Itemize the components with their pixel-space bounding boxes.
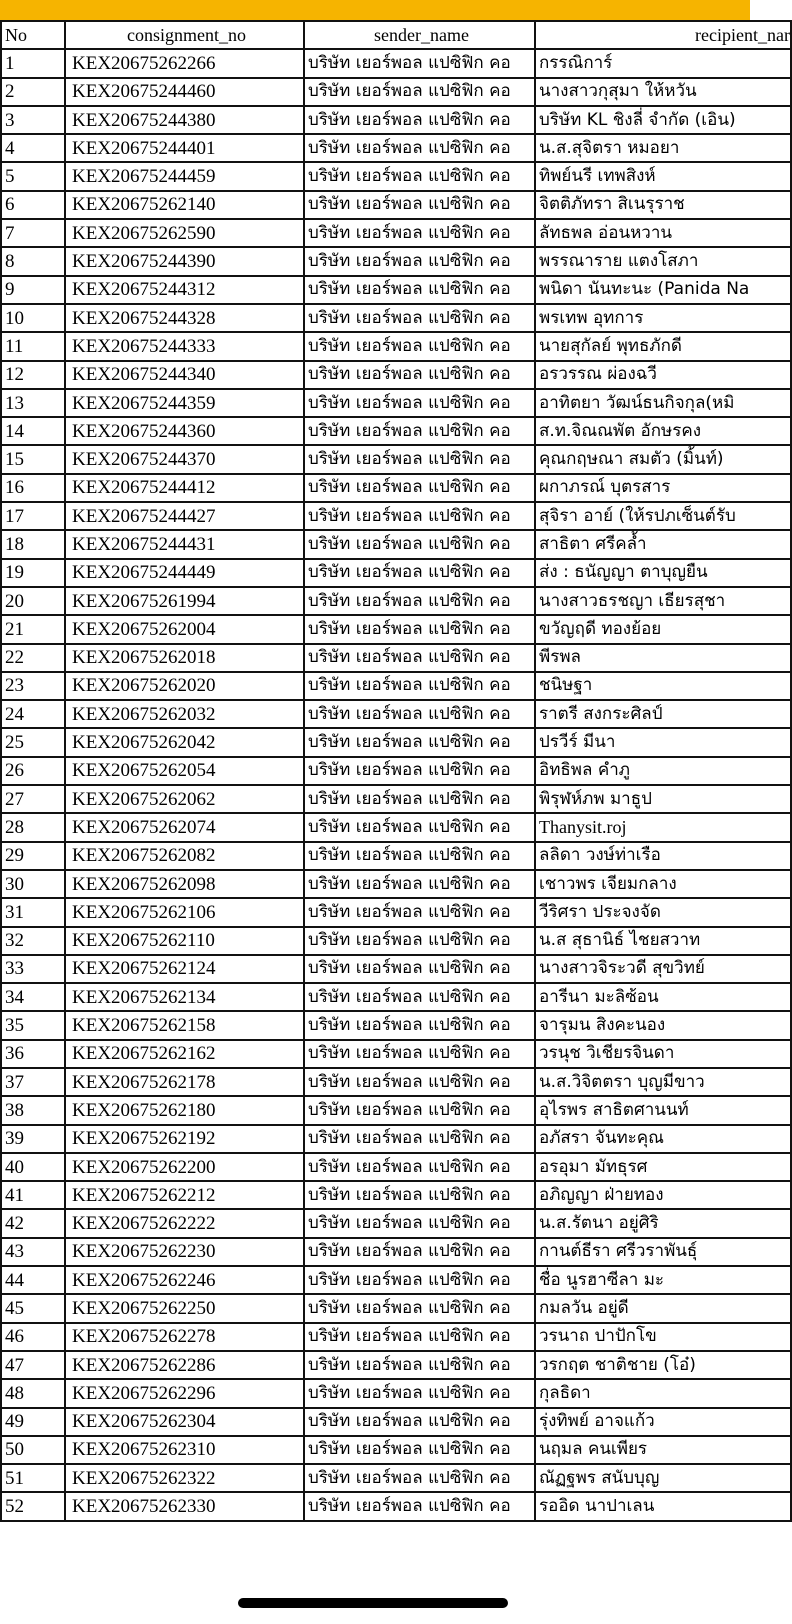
cell-recipient-name[interactable]: จิตติภัทรา สิเนรุราช — [535, 191, 791, 219]
cell-consignment-no[interactable]: KEX20675244312 — [65, 276, 304, 304]
table-row[interactable] — [1, 332, 791, 360]
column-header-no[interactable]: No — [1, 21, 65, 49]
cell-consignment-no[interactable]: KEX20675244427 — [65, 502, 304, 530]
cell-sender-name[interactable]: บริษัท เยอร์พอล แปซิฟิก คอ — [304, 247, 535, 275]
cell-no[interactable]: 39 — [1, 1125, 65, 1153]
cell-no[interactable]: 1 — [1, 49, 65, 77]
cell-no[interactable]: 40 — [1, 1153, 65, 1181]
table-row[interactable] — [1, 1266, 791, 1294]
cell-recipient-name[interactable]: วีริศรา ประจงจัด — [535, 898, 791, 926]
cell-sender-name[interactable]: บริษัท เยอร์พอล แปซิฟิก คอ — [304, 1040, 535, 1068]
cell-consignment-no[interactable]: KEX20675262054 — [65, 757, 304, 785]
cell-consignment-no[interactable]: KEX20675244412 — [65, 474, 304, 502]
table-row[interactable] — [1, 417, 791, 445]
cell-recipient-name[interactable]: สาธิตา ศรีคล้ำ — [535, 530, 791, 558]
cell-recipient-name[interactable]: กมลวัน อยู่ดี — [535, 1294, 791, 1322]
table-row[interactable] — [1, 502, 791, 530]
cell-consignment-no[interactable]: KEX20675262200 — [65, 1153, 304, 1181]
cell-sender-name[interactable]: บริษัท เยอร์พอล แปซิฟิก คอ — [304, 700, 535, 728]
cell-sender-name[interactable]: บริษัท เยอร์พอล แปซิฟิก คอ — [304, 898, 535, 926]
table-row[interactable] — [1, 445, 791, 473]
table-row[interactable] — [1, 1068, 791, 1096]
cell-sender-name[interactable]: บริษัท เยอร์พอล แปซิฟิก คอ — [304, 615, 535, 643]
table-row[interactable] — [1, 304, 791, 332]
cell-recipient-name[interactable]: น.ส สุธานิธ์ ไชยสวาท — [535, 927, 791, 955]
cell-sender-name[interactable]: บริษัท เยอร์พอล แปซิฟิก คอ — [304, 1408, 535, 1436]
cell-recipient-name[interactable]: อรอุมา มัทธุรศ — [535, 1153, 791, 1181]
cell-sender-name[interactable]: บริษัท เยอร์พอล แปซิฟิก คอ — [304, 1096, 535, 1124]
table-row[interactable] — [1, 1408, 791, 1436]
cell-sender-name[interactable]: บริษัท เยอร์พอล แปซิฟิก คอ — [304, 530, 535, 558]
table-row[interactable] — [1, 672, 791, 700]
cell-sender-name[interactable]: บริษัท เยอร์พอล แปซิฟิก คอ — [304, 1068, 535, 1096]
cell-recipient-name[interactable]: น.ส.รัตนา อยู่ศิริ — [535, 1209, 791, 1237]
cell-no[interactable]: 29 — [1, 842, 65, 870]
cell-consignment-no[interactable]: KEX20675262074 — [65, 813, 304, 841]
cell-no[interactable]: 28 — [1, 813, 65, 841]
table-row[interactable] — [1, 1040, 791, 1068]
cell-sender-name[interactable]: บริษัท เยอร์พอล แปซิฟิก คอ — [304, 502, 535, 530]
cell-sender-name[interactable]: บริษัท เยอร์พอล แปซิฟิก คอ — [304, 1323, 535, 1351]
cell-no[interactable]: 17 — [1, 502, 65, 530]
cell-no[interactable]: 13 — [1, 389, 65, 417]
cell-sender-name[interactable]: บริษัท เยอร์พอล แปซิฟิก คอ — [304, 474, 535, 502]
cell-consignment-no[interactable]: KEX20675244380 — [65, 106, 304, 134]
cell-no[interactable]: 4 — [1, 134, 65, 162]
cell-sender-name[interactable]: บริษัท เยอร์พอล แปซิฟิก คอ — [304, 1464, 535, 1492]
table-row[interactable] — [1, 1351, 791, 1379]
cell-recipient-name[interactable]: กุลธิดา — [535, 1379, 791, 1407]
cell-recipient-name[interactable]: กานต์ธีรา ศรีวราพันธุ์ — [535, 1238, 791, 1266]
cell-sender-name[interactable]: บริษัท เยอร์พอล แปซิฟิก คอ — [304, 1125, 535, 1153]
cell-no[interactable]: 49 — [1, 1408, 65, 1436]
table-row[interactable] — [1, 955, 791, 983]
cell-recipient-name[interactable]: ปรวีร์ มีนา — [535, 728, 791, 756]
table-row[interactable] — [1, 1436, 791, 1464]
cell-consignment-no[interactable]: KEX20675244460 — [65, 78, 304, 106]
table-row[interactable] — [1, 1294, 791, 1322]
cell-consignment-no[interactable]: KEX20675262278 — [65, 1323, 304, 1351]
cell-recipient-name[interactable]: นางสาวธรชญา เธียรสุชา — [535, 587, 791, 615]
cell-sender-name[interactable]: บริษัท เยอร์พอล แปซิฟิก คอ — [304, 757, 535, 785]
header-row — [1, 21, 791, 49]
table-row[interactable] — [1, 247, 791, 275]
cell-sender-name[interactable]: บริษัท เยอร์พอล แปซิฟิก คอ — [304, 785, 535, 813]
cell-no[interactable]: 19 — [1, 559, 65, 587]
cell-no[interactable]: 5 — [1, 162, 65, 190]
cell-sender-name[interactable]: บริษัท เยอร์พอล แปซิฟิก คอ — [304, 983, 535, 1011]
cell-no[interactable]: 2 — [1, 78, 65, 106]
table-row[interactable] — [1, 785, 791, 813]
cell-no[interactable]: 30 — [1, 870, 65, 898]
table-row[interactable] — [1, 191, 791, 219]
cell-no[interactable]: 22 — [1, 644, 65, 672]
table-row[interactable] — [1, 78, 791, 106]
table-row[interactable] — [1, 1011, 791, 1039]
table-row[interactable] — [1, 1096, 791, 1124]
cell-no[interactable]: 11 — [1, 332, 65, 360]
cell-recipient-name[interactable]: วรนาถ ปาปักโข — [535, 1323, 791, 1351]
cell-recipient-name[interactable]: กรรณิการ์ — [535, 49, 791, 77]
cell-sender-name[interactable]: บริษัท เยอร์พอล แปซิฟิก คอ — [304, 813, 535, 841]
cell-no[interactable]: 31 — [1, 898, 65, 926]
table-row[interactable] — [1, 1238, 791, 1266]
cell-no[interactable]: 12 — [1, 361, 65, 389]
cell-consignment-no[interactable]: KEX20675262310 — [65, 1436, 304, 1464]
cell-sender-name[interactable]: บริษัท เยอร์พอล แปซิฟิก คอ — [304, 1294, 535, 1322]
cell-recipient-name[interactable]: นฤมล คนเพียร — [535, 1436, 791, 1464]
cell-consignment-no[interactable]: KEX20675262304 — [65, 1408, 304, 1436]
cell-consignment-no[interactable]: KEX20675244401 — [65, 134, 304, 162]
cell-recipient-name[interactable]: จารุมน สิงคะนอง — [535, 1011, 791, 1039]
cell-consignment-no[interactable]: KEX20675262180 — [65, 1096, 304, 1124]
cell-no[interactable]: 42 — [1, 1209, 65, 1237]
cell-recipient-name[interactable]: ขวัญฤดี ทองย้อย — [535, 615, 791, 643]
table-row[interactable] — [1, 49, 791, 77]
cell-consignment-no[interactable]: KEX20675244390 — [65, 247, 304, 275]
cell-sender-name[interactable]: บริษัท เยอร์พอล แปซิฟิก คอ — [304, 162, 535, 190]
cell-no[interactable]: 46 — [1, 1323, 65, 1351]
home-indicator[interactable] — [238, 1598, 508, 1608]
cell-sender-name[interactable]: บริษัท เยอร์พอล แปซิฟิก คอ — [304, 361, 535, 389]
cell-sender-name[interactable]: บริษัท เยอร์พอล แปซิฟิก คอ — [304, 106, 535, 134]
table-body — [1, 49, 791, 1520]
cell-consignment-no[interactable]: KEX20675262134 — [65, 983, 304, 1011]
cell-recipient-name[interactable]: วรกฤต ชาติชาย (โอ๋) — [535, 1351, 791, 1379]
cell-no[interactable]: 14 — [1, 417, 65, 445]
cell-consignment-no[interactable]: KEX20675262330 — [65, 1492, 304, 1520]
consignment-table — [0, 20, 792, 1522]
cell-consignment-no[interactable]: KEX20675262192 — [65, 1125, 304, 1153]
cell-consignment-no[interactable]: KEX20675244360 — [65, 417, 304, 445]
cell-consignment-no[interactable]: KEX20675262590 — [65, 219, 304, 247]
cell-consignment-no[interactable]: KEX20675262266 — [65, 49, 304, 77]
cell-no[interactable]: 6 — [1, 191, 65, 219]
cell-sender-name[interactable]: บริษัท เยอร์พอล แปซิฟิก คอ — [304, 927, 535, 955]
cell-recipient-name[interactable]: พีรพล — [535, 644, 791, 672]
cell-no[interactable]: 25 — [1, 728, 65, 756]
cell-consignment-no[interactable]: KEX20675244431 — [65, 530, 304, 558]
cell-sender-name[interactable]: บริษัท เยอร์พอล แปซิฟิก คอ — [304, 1011, 535, 1039]
header-color-bar — [0, 0, 750, 20]
cell-consignment-no[interactable]: KEX20675244449 — [65, 559, 304, 587]
cell-recipient-name[interactable]: พนิดา นันทะนะ (Panida Na — [535, 276, 791, 304]
cell-recipient-name[interactable]: บริษัท KL ชิงลี่ จำกัด (เอิน) — [535, 106, 791, 134]
cell-no[interactable]: 3 — [1, 106, 65, 134]
table-row[interactable] — [1, 1492, 791, 1520]
cell-sender-name[interactable]: บริษัท เยอร์พอล แปซิฟิก คอ — [304, 559, 535, 587]
table-row[interactable] — [1, 644, 791, 672]
cell-no[interactable]: 15 — [1, 445, 65, 473]
table-row[interactable] — [1, 587, 791, 615]
cell-sender-name[interactable]: บริษัท เยอร์พอล แปซิฟิก คอ — [304, 644, 535, 672]
table-row[interactable] — [1, 559, 791, 587]
column-header-consignment-no[interactable]: consignment_no — [65, 21, 304, 49]
cell-recipient-name[interactable]: อิทธิพล คำภู — [535, 757, 791, 785]
cell-no[interactable]: 16 — [1, 474, 65, 502]
cell-recipient-name[interactable]: อารีนา มะลิซ้อน — [535, 983, 791, 1011]
cell-consignment-no[interactable]: KEX20675262296 — [65, 1379, 304, 1407]
cell-sender-name[interactable]: บริษัท เยอร์พอล แปซิฟิก คอ — [304, 1181, 535, 1209]
cell-sender-name[interactable]: บริษัท เยอร์พอล แปซิฟิก คอ — [304, 219, 535, 247]
cell-consignment-no[interactable]: KEX20675262250 — [65, 1294, 304, 1322]
cell-recipient-name[interactable]: พิรุฬห์ภพ มาธูป — [535, 785, 791, 813]
column-header-recipient-name[interactable]: recipient_nar — [535, 21, 791, 49]
cell-no[interactable]: 44 — [1, 1266, 65, 1294]
table-row[interactable] — [1, 1209, 791, 1237]
cell-recipient-name[interactable]: อภัสรา จันทะคุณ — [535, 1125, 791, 1153]
cell-no[interactable]: 52 — [1, 1492, 65, 1520]
spreadsheet[interactable] — [0, 20, 790, 1522]
cell-consignment-no[interactable]: KEX20675244333 — [65, 332, 304, 360]
cell-recipient-name[interactable]: ลลิดา วงษ์ท่าเรือ — [535, 842, 791, 870]
cell-recipient-name[interactable]: อุไรพร สาธิตศานนท์ — [535, 1096, 791, 1124]
cell-recipient-name[interactable]: ลัทธพล อ่อนหวาน — [535, 219, 791, 247]
cell-no[interactable]: 27 — [1, 785, 65, 813]
cell-sender-name[interactable]: บริษัท เยอร์พอล แปซิฟิก คอ — [304, 134, 535, 162]
cell-sender-name[interactable]: บริษัท เยอร์พอล แปซิฟิก คอ — [304, 191, 535, 219]
cell-sender-name[interactable]: บริษัท เยอร์พอล แปซิฟิก คอ — [304, 672, 535, 700]
cell-no[interactable]: 37 — [1, 1068, 65, 1096]
cell-recipient-name[interactable]: ชื่อ นูรฮาซีลา มะ — [535, 1266, 791, 1294]
cell-recipient-name[interactable]: อรวรรณ ผ่องฉวี — [535, 361, 791, 389]
cell-sender-name[interactable]: บริษัท เยอร์พอล แปซิฟิก คอ — [304, 417, 535, 445]
cell-recipient-name[interactable]: ทิพย์นรี เทพสิงห์ — [535, 162, 791, 190]
table-row[interactable] — [1, 615, 791, 643]
cell-no[interactable]: 20 — [1, 587, 65, 615]
table-row[interactable] — [1, 983, 791, 1011]
cell-no[interactable]: 18 — [1, 530, 65, 558]
cell-sender-name[interactable]: บริษัท เยอร์พอล แปซิฟิก คอ — [304, 1153, 535, 1181]
cell-no[interactable]: 24 — [1, 700, 65, 728]
cell-recipient-name[interactable]: วรนุช วิเชียรจินดา — [535, 1040, 791, 1068]
cell-no[interactable]: 50 — [1, 1436, 65, 1464]
table-row[interactable] — [1, 530, 791, 558]
cell-no[interactable]: 33 — [1, 955, 65, 983]
cell-consignment-no[interactable]: KEX20675261994 — [65, 587, 304, 615]
table-row[interactable] — [1, 361, 791, 389]
cell-sender-name[interactable]: บริษัท เยอร์พอล แปซิฟิก คอ — [304, 587, 535, 615]
table-row[interactable] — [1, 1464, 791, 1492]
cell-consignment-no[interactable]: KEX20675244359 — [65, 389, 304, 417]
cell-recipient-name[interactable]: ส.ท.จิณณพัต อักษรคง — [535, 417, 791, 445]
cell-consignment-no[interactable]: KEX20675244459 — [65, 162, 304, 190]
cell-sender-name[interactable]: บริษัท เยอร์พอล แปซิฟิก คอ — [304, 1209, 535, 1237]
cell-recipient-name[interactable]: ชนิษฐา — [535, 672, 791, 700]
cell-no[interactable]: 36 — [1, 1040, 65, 1068]
cell-sender-name[interactable]: บริษัท เยอร์พอล แปซิฟิก คอ — [304, 1266, 535, 1294]
cell-sender-name[interactable]: บริษัท เยอร์พอล แปซิฟิก คอ — [304, 389, 535, 417]
cell-no[interactable]: 43 — [1, 1238, 65, 1266]
cell-consignment-no[interactable]: KEX20675262178 — [65, 1068, 304, 1096]
table-row[interactable] — [1, 134, 791, 162]
cell-consignment-no[interactable]: KEX20675262158 — [65, 1011, 304, 1039]
cell-consignment-no[interactable]: KEX20675262042 — [65, 728, 304, 756]
table-row[interactable] — [1, 162, 791, 190]
cell-recipient-name[interactable]: เชาวพร เจียมกลาง — [535, 870, 791, 898]
cell-consignment-no[interactable]: KEX20675262246 — [65, 1266, 304, 1294]
cell-recipient-name[interactable]: นางสาวจิระวดี สุขวิทย์ — [535, 955, 791, 983]
cell-no[interactable]: 51 — [1, 1464, 65, 1492]
cell-sender-name[interactable]: บริษัท เยอร์พอล แปซิฟิก คอ — [304, 870, 535, 898]
cell-no[interactable]: 45 — [1, 1294, 65, 1322]
cell-consignment-no[interactable]: KEX20675262286 — [65, 1351, 304, 1379]
cell-sender-name[interactable]: บริษัท เยอร์พอล แปซิฟิก คอ — [304, 304, 535, 332]
table-row[interactable] — [1, 813, 791, 841]
cell-consignment-no[interactable]: KEX20675262230 — [65, 1238, 304, 1266]
cell-sender-name[interactable]: บริษัท เยอร์พอล แปซิฟิก คอ — [304, 49, 535, 77]
cell-sender-name[interactable]: บริษัท เยอร์พอล แปซิฟิก คอ — [304, 445, 535, 473]
cell-consignment-no[interactable]: KEX20675262032 — [65, 700, 304, 728]
column-header-sender-name[interactable]: sender_name — [304, 21, 535, 49]
cell-recipient-name[interactable]: น.ส.วิจิตตรา บุญมีขาว — [535, 1068, 791, 1096]
table-row[interactable] — [1, 927, 791, 955]
cell-consignment-no[interactable]: KEX20675262322 — [65, 1464, 304, 1492]
cell-no[interactable]: 10 — [1, 304, 65, 332]
cell-sender-name[interactable]: บริษัท เยอร์พอล แปซิฟิก คอ — [304, 78, 535, 106]
cell-no[interactable]: 32 — [1, 927, 65, 955]
cell-consignment-no[interactable]: KEX20675262018 — [65, 644, 304, 672]
cell-no[interactable]: 7 — [1, 219, 65, 247]
table-row[interactable] — [1, 1153, 791, 1181]
cell-consignment-no[interactable]: KEX20675262140 — [65, 191, 304, 219]
cell-recipient-name[interactable]: คุณกฤษณา สมตัว (มิ้นท์) — [535, 445, 791, 473]
table-row[interactable] — [1, 219, 791, 247]
cell-consignment-no[interactable]: KEX20675262062 — [65, 785, 304, 813]
cell-no[interactable]: 38 — [1, 1096, 65, 1124]
table-row[interactable] — [1, 106, 791, 134]
cell-consignment-no[interactable]: KEX20675244340 — [65, 361, 304, 389]
cell-recipient-name[interactable]: พรรณาราย แตงโสภา — [535, 247, 791, 275]
cell-consignment-no[interactable]: KEX20675262110 — [65, 927, 304, 955]
table-row[interactable] — [1, 870, 791, 898]
cell-consignment-no[interactable]: KEX20675262106 — [65, 898, 304, 926]
table-row[interactable] — [1, 898, 791, 926]
table-row[interactable] — [1, 728, 791, 756]
cell-no[interactable]: 35 — [1, 1011, 65, 1039]
table-row[interactable] — [1, 389, 791, 417]
cell-recipient-name[interactable]: นายสุกัลย์ พุทธภักดี — [535, 332, 791, 360]
cell-recipient-name[interactable]: รออิด นาปาเลน — [535, 1492, 791, 1520]
cell-consignment-no[interactable]: KEX20675262222 — [65, 1209, 304, 1237]
cell-no[interactable]: 9 — [1, 276, 65, 304]
table-row[interactable] — [1, 1379, 791, 1407]
cell-no[interactable]: 23 — [1, 672, 65, 700]
cell-no[interactable]: 26 — [1, 757, 65, 785]
cell-sender-name[interactable]: บริษัท เยอร์พอล แปซิฟิก คอ — [304, 332, 535, 360]
cell-sender-name[interactable]: บริษัท เยอร์พอล แปซิฟิก คอ — [304, 728, 535, 756]
cell-consignment-no[interactable]: KEX20675262124 — [65, 955, 304, 983]
cell-sender-name[interactable]: บริษัท เยอร์พอล แปซิฟิก คอ — [304, 1492, 535, 1520]
cell-consignment-no[interactable]: KEX20675262098 — [65, 870, 304, 898]
cell-consignment-no[interactable]: KEX20675262020 — [65, 672, 304, 700]
cell-sender-name[interactable]: บริษัท เยอร์พอล แปซิฟิก คอ — [304, 1436, 535, 1464]
table-row[interactable] — [1, 1323, 791, 1351]
cell-sender-name[interactable]: บริษัท เยอร์พอล แปซิฟิก คอ — [304, 276, 535, 304]
cell-recipient-name[interactable]: ณัฏฐพร สนับบุญ — [535, 1464, 791, 1492]
cell-no[interactable]: 21 — [1, 615, 65, 643]
cell-consignment-no[interactable]: KEX20675244328 — [65, 304, 304, 332]
cell-no[interactable]: 34 — [1, 983, 65, 1011]
cell-sender-name[interactable]: บริษัท เยอร์พอล แปซิฟิก คอ — [304, 1238, 535, 1266]
cell-recipient-name[interactable]: Thanysit.roj — [535, 813, 791, 841]
cell-recipient-name[interactable]: สุจิรา อาย์ (ให้รปภเซ็นต์รับ — [535, 502, 791, 530]
cell-no[interactable]: 47 — [1, 1351, 65, 1379]
cell-recipient-name[interactable]: พรเทพ อุทการ — [535, 304, 791, 332]
cell-sender-name[interactable]: บริษัท เยอร์พอล แปซิฟิก คอ — [304, 1351, 535, 1379]
table-row[interactable] — [1, 842, 791, 870]
cell-consignment-no[interactable]: KEX20675244370 — [65, 445, 304, 473]
cell-recipient-name[interactable]: ส่ง : ธนัญญา ตาบุญยืน — [535, 559, 791, 587]
cell-no[interactable]: 48 — [1, 1379, 65, 1407]
table-row[interactable] — [1, 757, 791, 785]
cell-consignment-no[interactable]: KEX20675262212 — [65, 1181, 304, 1209]
cell-consignment-no[interactable]: KEX20675262162 — [65, 1040, 304, 1068]
cell-no[interactable]: 41 — [1, 1181, 65, 1209]
table-row[interactable] — [1, 276, 791, 304]
table-row[interactable] — [1, 700, 791, 728]
cell-sender-name[interactable]: บริษัท เยอร์พอล แปซิฟิก คอ — [304, 955, 535, 983]
cell-recipient-name[interactable]: รุ่งทิพย์ อาจแก้ว — [535, 1408, 791, 1436]
cell-consignment-no[interactable]: KEX20675262004 — [65, 615, 304, 643]
table-row[interactable] — [1, 474, 791, 502]
table-row[interactable] — [1, 1125, 791, 1153]
cell-recipient-name[interactable]: น.ส.สุจิตรา หมอยา — [535, 134, 791, 162]
cell-consignment-no[interactable]: KEX20675262082 — [65, 842, 304, 870]
cell-no[interactable]: 8 — [1, 247, 65, 275]
cell-recipient-name[interactable]: อาทิตยา วัฒน์ธนกิจกุล(หมิ — [535, 389, 791, 417]
table-row[interactable] — [1, 1181, 791, 1209]
cell-recipient-name[interactable]: อภิญญา ฝ่ายทอง — [535, 1181, 791, 1209]
cell-recipient-name[interactable]: นางสาวกุสุมา ให้หวัน — [535, 78, 791, 106]
cell-sender-name[interactable]: บริษัท เยอร์พอล แปซิฟิก คอ — [304, 842, 535, 870]
cell-sender-name[interactable]: บริษัท เยอร์พอล แปซิฟิก คอ — [304, 1379, 535, 1407]
cell-recipient-name[interactable]: ราตรี สงกระศิลป์ — [535, 700, 791, 728]
cell-recipient-name[interactable]: ผกาภรณ์ บุตรสาร — [535, 474, 791, 502]
